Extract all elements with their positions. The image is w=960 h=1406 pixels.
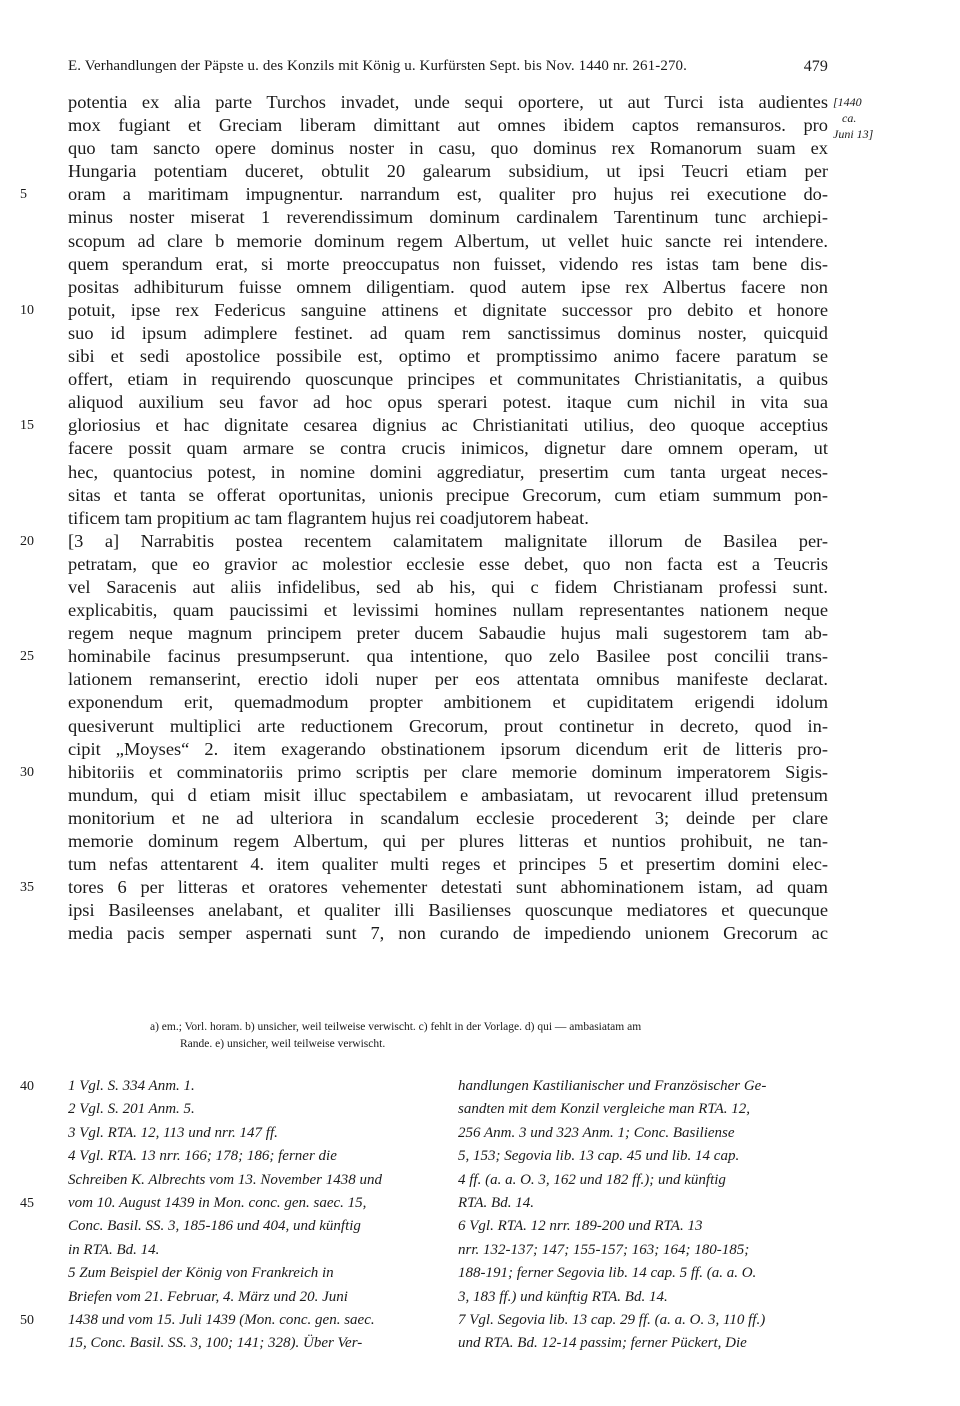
line-number: 5 [20,187,27,203]
line-number: 50 [20,1312,34,1328]
body-line [68,345,828,368]
body-line-text: petratam, que eo gravior ac molestior ecclesie esse debet, quo non facta est a Teucris [68,553,828,574]
body-line [68,276,828,299]
body-line [68,622,828,645]
body-line [68,484,828,507]
body-line-text: quem sperandum erat, si morte preoccupatus non fuisset, videndo res istas tam bene dis- [68,253,828,274]
margin-date-line-1: [1440 [833,95,862,109]
line-number: 25 [20,649,34,665]
note-left-line [68,1262,440,1285]
body-line [20,299,828,322]
body-line [68,322,828,345]
note-left-line-text: 2 Vgl. S. 201 Anm. 5. [68,1101,195,1118]
body-line-text: gloriosius et hac dignitate cesarea dignius ac Christianitati utilius, deo quoque acceptius [68,415,828,436]
running-head [68,58,828,75]
note-right-line [458,1309,830,1332]
body-line [68,461,828,484]
note-right-line-text: sandten mit dem Konzil vergleiche man RTA. 12, [458,1101,751,1118]
body-line-text: vel Saracenis aut aliis infidelibus, sed ab his, qui c fidem Christianam professi sunt. [68,576,828,597]
note-right-line [458,1075,830,1098]
body-line-text: mundum, qui d etiam misit illuc spectabilem e ambasiatam, ut revocarent illud pretensum [68,784,828,805]
body-line [68,230,828,253]
main-text [20,91,828,945]
note-right-line-text: nrr. 132-137; 147; 155-157; 163; 164; 180-185; [458,1241,750,1258]
body-line-text: ipsi Basileenses anelabant, et qualiter illi Basilienses quoscunque mediatores et quecunque [68,900,828,921]
body-line-text: sibi et sedi apostolice possibile est, optimo et promptissimo animo facere paratum se [68,346,828,367]
line-number: 20 [20,533,34,549]
note-right-line-text: 7 Vgl. Segovia lib. 13 cap. 29 ff. (a. a. O. 3, 110 ff.) [458,1311,766,1328]
body-line [68,853,828,876]
note-right-line-text: und RTA. Bd. 12-14 passim; ferner Pückert, Die [458,1335,747,1352]
body-line-text: quesiverunt multiplici arte reductionem Grecorum, prout continetur in decreto, quod in- [68,715,828,736]
note-right-line [458,1192,830,1215]
body-line [20,761,828,784]
body-line-text: facere possit quam armare se contra crucis inimicos, dignetur dare omnem operam, ut [68,438,828,459]
body-line [68,114,828,137]
body-line [68,137,828,160]
body-line [68,437,828,460]
line-number: 45 [20,1195,34,1211]
note-right-line [458,1332,830,1355]
note-left-line [20,1192,440,1215]
note-right-line [458,1169,830,1192]
note-right-line-text: 188-191; ferner Segovia lib. 14 cap. 5 ff. (a. a. O. [458,1265,757,1282]
note-left-line-text: 1 Vgl. S. 334 Anm. 1. [68,1078,195,1094]
body-line-text: media pacis semper aspernati sunt 7, non curando de impediendo unionem Grecorum ac [68,923,828,944]
note-right-line [458,1239,830,1262]
body-line-text: tores 6 per litteras et oratores vehementer detestati sunt abhominationem istam, ad quam [68,877,828,898]
body-line-text: hec, quantocius potest, in nomine domini aggrediatur, presertim cum tanta urgeat neces- [68,461,828,482]
note-right-line [458,1215,830,1238]
note-right-line-text: RTA. Bd. 14. [458,1194,534,1211]
note-left-line-text: 1438 und vom 15. Juli 1439 (Mon. conc. gen. saec. [68,1311,375,1328]
note-left-line [68,1169,440,1192]
note-left-line-text: 5 Zum Beispiel der König von Frankreich in [68,1265,334,1282]
variant-line: a) em.; Vorl. horam. b) unsicher, weil teilweise verwischt. c) fehlt in der Vorlage. d) qui — ambasiatam am [150,1021,642,1033]
body-line-text: suo id ipsum adimplere festinet. ad quam rem sanctissimus dominus noster, quicquid [68,322,828,343]
body-line-text: tum nefas attentarent 4. item qualiter multi reges et principes 5 et presertim domini elec- [68,854,828,875]
body-line-text: scopum ad clare b memorie dominum regem Albertum, ut vellet huic sancte rei intendere. [68,230,828,251]
note-right-line-text: 3, 183 ff.) und künftig RTA. Bd. 14. [458,1288,668,1305]
apparatus-variants [150,1019,830,1053]
body-line [68,738,828,761]
margin-date-line-3: Juni 13] [833,127,874,141]
body-line-text: explicabitis, quam paucissimi et levissimi homines nullam representantes nationem neque [68,600,828,621]
body-line-text: mox fugiant et Greciam liberam dimittant aut omnes ibidem captos remansuros. pro [68,115,828,136]
note-right-line-text: handlungen Kastilianischer und Französischer Ge- [458,1078,767,1094]
note-left-line [68,1215,440,1238]
body-line [68,691,828,714]
body-line-text: offert, etiam in requirendo quoscunque principes et communitates Christianitatis, a quibus [68,369,828,390]
body-line-text: hominabile facinus presumpserunt. qua intentione, quo zelo Basilee post concilii trans- [68,646,828,667]
body-line [20,876,828,899]
body-line-text: cipit „Moyses“ 2. item exagerando obstinationem ipsorum dicendum erit de litteris pro- [68,738,828,759]
note-left-line [68,1332,440,1355]
note-left-line [68,1286,440,1309]
line-number: 40 [20,1079,34,1094]
note-left-line [68,1239,440,1262]
body-line-text: aliquod auxilium seu favor ad hoc opus sperari potest. itaque cum nichil in vita sua [68,392,828,413]
body-line-text: minus noster miserat 1 reverendissimum dominum cardinalem Tarentinum tunc archiepi- [68,207,828,228]
body-line-text: regem neque magnum principem preter ducem Sabaudie hujus mali sugestorem tam ab- [68,623,828,644]
note-left-line-text: Conc. Basil. SS. 3, 185-186 und 404, und künftig [68,1218,361,1235]
body-line-text: sitas et tanta se offerat oportunitas, unionis precipue Grecorum, cum etiam summum pon- [68,484,828,505]
note-left-line [68,1145,440,1168]
footnotes-left-column [20,1075,440,1356]
note-left-line-text: 15, Conc. Basil. SS. 3, 100; 141; 328). Über Ver- [68,1335,363,1352]
note-right-line-text: 256 Anm. 3 und 323 Anm. 1; Conc. Basiliense [458,1124,735,1141]
body-line [20,414,828,437]
body-line [68,553,828,576]
line-number: 35 [20,880,34,896]
body-line-text: potentia ex alia parte Turchos invadet, unde sequi oportere, ut aut Turci ista audientes [68,92,828,112]
body-line [68,830,828,853]
note-left-line [20,1075,440,1098]
body-line [68,807,828,830]
body-line [68,507,828,530]
body-line-text: hibitoriis et comminatoriis primo scriptis per clare memorie dominum imperatorem Sigis- [68,761,828,782]
body-line-text: [3 a] Narrabitis postea recentem calamitatem malignitate illorum de Basilea per- [68,530,828,551]
note-left-line-text: in RTA. Bd. 14. [68,1241,160,1258]
body-line [20,645,828,668]
note-left-line [68,1122,440,1145]
body-line-text: tificem tam propitium ac tam flagrantem hujus rei coadjutorem habeat. [68,507,589,528]
note-left-line-text: 4 Vgl. RTA. 13 nrr. 166; 178; 186; ferner die [68,1148,337,1165]
body-line [68,922,828,945]
footnotes-right-column [458,1075,830,1356]
note-right-line-text: 5, 153; Segovia lib. 13 cap. 45 und lib. 14 cap. [458,1148,740,1165]
body-line [68,160,828,183]
note-right-line [458,1145,830,1168]
body-line [68,368,828,391]
note-right-line [458,1262,830,1285]
body-line [68,784,828,807]
line-number: 15 [20,418,34,434]
body-line-text: quo tam sancto opere dominus noster in casu, quo dominus rex Romanorum suam ex [68,138,828,159]
body-line [68,91,828,114]
note-right-line-text: 6 Vgl. RTA. 12 nrr. 189-200 und RTA. 13 [458,1218,703,1235]
note-right-line [458,1286,830,1309]
body-line [68,206,828,229]
note-left-line-text: Briefen vom 21. Februar, 4. März und 20. Juni [68,1288,348,1305]
body-line [20,183,828,206]
body-line-text: memorie dominum regem Albertum, qui per plures litteras et nuntios prohibuit, ne tan- [68,831,828,851]
body-line [68,253,828,276]
margin-date-line-2: ca. [842,111,857,125]
body-line [68,899,828,922]
note-left-line-text: vom 10. August 1439 in Mon. conc. gen. saec. 15, [68,1194,367,1211]
running-head-title: E. Verhandlungen der Päpste u. des Konzils mit König u. Kurfürsten Sept. bis Nov. 1440 nr. 261-270. [68,58,687,74]
body-line [68,599,828,622]
body-line-text: oram a maritimam impugnentur. narrandum est, qualiter pro hujus rei executione do- [68,184,828,205]
line-number: 10 [20,302,34,318]
variant-line: Rande. e) unsicher, weil teilweise verwischt. [180,1038,386,1050]
body-line [20,530,828,553]
note-right-line [458,1122,830,1145]
body-line-text: potuit, ipse rex Federicus sanguine attinens et dignitate successor pro debito et honore [68,299,828,320]
body-line-text: monitorium et ne ad ulteriora in scandalum ecclesie procederent 3; deinde per clare [68,807,828,828]
note-left-line-text: Schreiben K. Albrechts vom 13. November 1438 und [68,1171,382,1188]
note-right-line-text: 4 ff. (a. a. O. 3, 162 und 182 ff.); und künftig [458,1171,726,1188]
body-line-text: Hungaria potentiam duceret, obtulit 20 galearum subsidium, ut ipsi Teucri etiam per [68,161,828,182]
body-line [68,668,828,691]
note-left-line [68,1098,440,1121]
note-right-line [458,1098,830,1121]
body-line-text: positas adhibiturum fuisse omnem diligentiam. quod autem ipse rex Albertus facere non [68,276,828,297]
line-number: 30 [20,764,34,780]
body-line [68,576,828,599]
body-line-text: exponendum erit, quemadmodum propter ambitionem et cupiditatem erigendi idolum [68,692,828,713]
body-line [68,715,828,738]
note-left-line [20,1309,440,1332]
page-number: 479 [803,58,828,75]
body-line [68,391,828,414]
body-line-text: lationem remanserint, erectio idoli nuper per eos attentata omnibus manifeste declarat. [68,669,828,690]
note-left-line-text: 3 Vgl. RTA. 12, 113 und nrr. 147 ff. [68,1124,278,1141]
